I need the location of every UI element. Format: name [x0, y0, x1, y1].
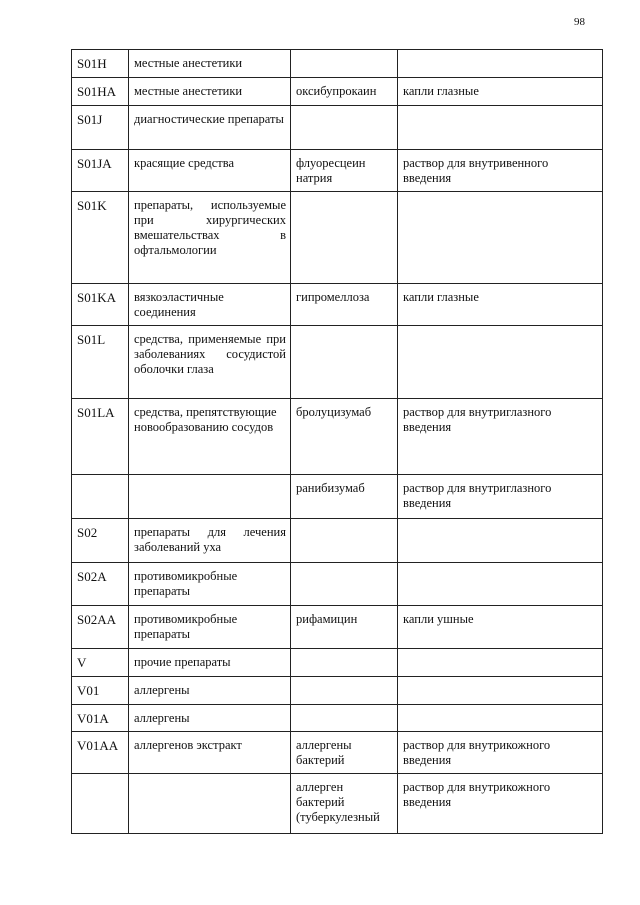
table-row	[72, 399, 603, 475]
group-cell: средства, препятствующие новообразованию сосудов	[129, 399, 291, 475]
substance-cell	[291, 563, 398, 606]
group-cell: препараты, используемые при хирургических вмешательствах в офтальмологии	[129, 192, 291, 284]
substance-cell	[291, 106, 398, 150]
form-cell: раствор для внутрикожного введения	[398, 732, 603, 774]
group-cell: красящие средства	[129, 150, 291, 192]
form-cell	[398, 563, 603, 606]
group-cell: препараты для лечения заболеваний уха	[129, 519, 291, 563]
substance-cell: гипромеллоза	[291, 284, 398, 326]
form-cell: раствор для внутриглазного введения	[398, 475, 603, 519]
table-row	[72, 606, 603, 649]
page-number: 98	[574, 16, 585, 28]
group-cell: аллергены	[129, 677, 291, 705]
substance-cell	[291, 519, 398, 563]
table-row	[72, 649, 603, 677]
substance-cell: оксибупрокаин	[291, 78, 398, 106]
table-row	[72, 774, 603, 834]
substance-cell: флуоресцеин натрия	[291, 150, 398, 192]
table-row	[72, 326, 603, 399]
atc-code-cell: V01AA	[72, 732, 129, 774]
table-row	[72, 705, 603, 732]
substance-cell	[291, 50, 398, 78]
atc-code-cell: S02AA	[72, 606, 129, 649]
form-cell	[398, 677, 603, 705]
atc-code-cell	[72, 774, 129, 834]
substance-cell: аллергены бактерий	[291, 732, 398, 774]
group-cell	[129, 774, 291, 834]
table-row	[72, 475, 603, 519]
group-cell: местные анестетики	[129, 78, 291, 106]
table-row	[72, 50, 603, 78]
form-cell: раствор для внутрикожного введения	[398, 774, 603, 834]
atc-code-cell: S01HA	[72, 78, 129, 106]
atc-code-cell: S01KA	[72, 284, 129, 326]
group-cell: аллергены	[129, 705, 291, 732]
form-cell	[398, 192, 603, 284]
group-cell: вязкоэластичные соединения	[129, 284, 291, 326]
substance-cell: ранибизумаб	[291, 475, 398, 519]
group-cell	[129, 475, 291, 519]
atc-code-cell: S01H	[72, 50, 129, 78]
form-cell	[398, 519, 603, 563]
form-cell: капли ушные	[398, 606, 603, 649]
form-cell: раствор для внутривенного введения	[398, 150, 603, 192]
table-row	[72, 519, 603, 563]
atc-code-cell: S01L	[72, 326, 129, 399]
atc-code-cell: V01	[72, 677, 129, 705]
table-row	[72, 284, 603, 326]
table-row	[72, 732, 603, 774]
atc-code-cell: V01A	[72, 705, 129, 732]
group-cell: местные анестетики	[129, 50, 291, 78]
form-cell: капли глазные	[398, 284, 603, 326]
form-cell: капли глазные	[398, 78, 603, 106]
drug-classification-table	[71, 49, 603, 834]
atc-code-cell: S02	[72, 519, 129, 563]
substance-cell	[291, 192, 398, 284]
group-cell: аллергенов экстракт	[129, 732, 291, 774]
group-cell: диагностические препараты	[129, 106, 291, 150]
atc-code-cell: V	[72, 649, 129, 677]
group-cell: противомикробные препараты	[129, 563, 291, 606]
table-row	[72, 106, 603, 150]
form-cell	[398, 705, 603, 732]
table-row	[72, 192, 603, 284]
table-row	[72, 78, 603, 106]
form-cell	[398, 50, 603, 78]
atc-code-cell	[72, 475, 129, 519]
substance-cell	[291, 677, 398, 705]
substance-cell: рифамицин	[291, 606, 398, 649]
group-cell: прочие препараты	[129, 649, 291, 677]
form-cell	[398, 106, 603, 150]
substance-cell: аллерген бактерий (туберкулезный	[291, 774, 398, 834]
substance-cell	[291, 649, 398, 677]
form-cell	[398, 326, 603, 399]
atc-code-cell: S01JA	[72, 150, 129, 192]
substance-cell	[291, 326, 398, 399]
group-cell: противомикробные препараты	[129, 606, 291, 649]
form-cell: раствор для внутриглазного введения	[398, 399, 603, 475]
atc-code-cell: S01LA	[72, 399, 129, 475]
atc-code-cell: S02A	[72, 563, 129, 606]
substance-cell: бролуцизумаб	[291, 399, 398, 475]
form-cell	[398, 649, 603, 677]
group-cell: средства, применяемые при заболеваниях сосудистой оболочки глаза	[129, 326, 291, 399]
table-row	[72, 150, 603, 192]
table-row	[72, 677, 603, 705]
table-row	[72, 563, 603, 606]
atc-code-cell: S01K	[72, 192, 129, 284]
atc-code-cell: S01J	[72, 106, 129, 150]
substance-cell	[291, 705, 398, 732]
